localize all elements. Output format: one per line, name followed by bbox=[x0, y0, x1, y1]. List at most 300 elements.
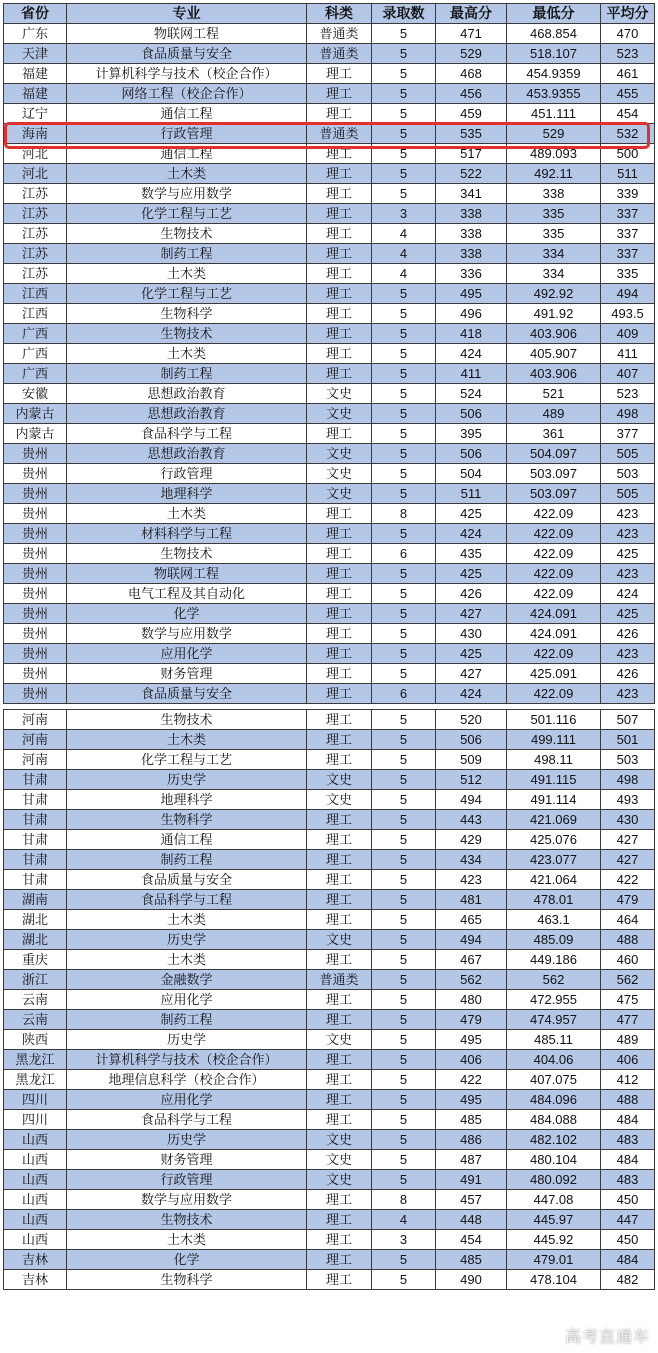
cell-min-score: 478.01 bbox=[507, 890, 601, 910]
cell-category: 理工 bbox=[307, 730, 372, 750]
cell-category: 理工 bbox=[307, 244, 372, 264]
cell-min-score: 480.104 bbox=[507, 1150, 601, 1170]
cell-min-score: 422.09 bbox=[507, 684, 601, 704]
cell-province: 江苏 bbox=[4, 244, 67, 264]
cell-avg-score: 423 bbox=[601, 684, 655, 704]
cell-min-score: 403.906 bbox=[507, 364, 601, 384]
cell-major: 数学与应用数学 bbox=[67, 1190, 307, 1210]
cell-major: 历史学 bbox=[67, 1130, 307, 1150]
cell-province: 云南 bbox=[4, 990, 67, 1010]
cell-max-score: 479 bbox=[436, 1010, 507, 1030]
cell-province: 江苏 bbox=[4, 224, 67, 244]
cell-avg-score: 505 bbox=[601, 444, 655, 464]
cell-major: 数学与应用数学 bbox=[67, 624, 307, 644]
table-row bbox=[4, 64, 655, 84]
cell-min-score: 521 bbox=[507, 384, 601, 404]
cell-min-score: 498.11 bbox=[507, 750, 601, 770]
cell-province: 贵州 bbox=[4, 484, 67, 504]
cell-max-score: 338 bbox=[436, 244, 507, 264]
cell-admitted: 3 bbox=[372, 204, 436, 224]
cell-avg-score: 411 bbox=[601, 344, 655, 364]
cell-avg-score: 489 bbox=[601, 1030, 655, 1050]
cell-major: 思想政治教育 bbox=[67, 384, 307, 404]
table-row bbox=[4, 644, 655, 664]
cell-category: 理工 bbox=[307, 144, 372, 164]
table-row bbox=[4, 484, 655, 504]
cell-min-score: 562 bbox=[507, 970, 601, 990]
cell-admitted: 5 bbox=[372, 444, 436, 464]
cell-max-score: 336 bbox=[436, 264, 507, 284]
cell-max-score: 424 bbox=[436, 524, 507, 544]
cell-min-score: 422.09 bbox=[507, 564, 601, 584]
cell-max-score: 495 bbox=[436, 284, 507, 304]
cell-max-score: 495 bbox=[436, 1090, 507, 1110]
cell-avg-score: 475 bbox=[601, 990, 655, 1010]
cell-province: 山西 bbox=[4, 1170, 67, 1190]
cell-admitted: 5 bbox=[372, 910, 436, 930]
cell-max-score: 457 bbox=[436, 1190, 507, 1210]
cell-max-score: 495 bbox=[436, 1030, 507, 1050]
cell-major: 计算机科学与技术（校企合作） bbox=[67, 1050, 307, 1070]
cell-admitted: 8 bbox=[372, 1190, 436, 1210]
cell-admitted: 5 bbox=[372, 324, 436, 344]
cell-max-score: 338 bbox=[436, 224, 507, 244]
cell-category: 普通类 bbox=[307, 44, 372, 64]
cell-max-score: 434 bbox=[436, 850, 507, 870]
cell-province: 河南 bbox=[4, 750, 67, 770]
cell-province: 贵州 bbox=[4, 644, 67, 664]
cell-min-score: 449.186 bbox=[507, 950, 601, 970]
table-row bbox=[4, 770, 655, 790]
cell-max-score: 427 bbox=[436, 604, 507, 624]
cell-category: 理工 bbox=[307, 1050, 372, 1070]
table-row bbox=[4, 204, 655, 224]
cell-admitted: 5 bbox=[372, 1150, 436, 1170]
cell-major: 历史学 bbox=[67, 930, 307, 950]
cell-admitted: 5 bbox=[372, 604, 436, 624]
cell-min-score: 422.09 bbox=[507, 544, 601, 564]
table-row bbox=[4, 830, 655, 850]
cell-min-score: 453.9355 bbox=[507, 84, 601, 104]
cell-province: 贵州 bbox=[4, 544, 67, 564]
cell-major: 地理信息科学（校企合作） bbox=[67, 1070, 307, 1090]
cell-major: 食品质量与安全 bbox=[67, 684, 307, 704]
cell-category: 普通类 bbox=[307, 970, 372, 990]
cell-category: 理工 bbox=[307, 1090, 372, 1110]
cell-category: 理工 bbox=[307, 1230, 372, 1250]
table-row bbox=[4, 104, 655, 124]
cell-major: 生物技术 bbox=[67, 544, 307, 564]
cell-major: 土木类 bbox=[67, 950, 307, 970]
cell-category: 理工 bbox=[307, 1190, 372, 1210]
cell-max-score: 448 bbox=[436, 1210, 507, 1230]
cell-avg-score: 337 bbox=[601, 224, 655, 244]
cell-admitted: 5 bbox=[372, 1270, 436, 1290]
table-row bbox=[4, 990, 655, 1010]
table-row bbox=[4, 304, 655, 324]
cell-province: 四川 bbox=[4, 1110, 67, 1130]
cell-province: 贵州 bbox=[4, 664, 67, 684]
table-row bbox=[4, 504, 655, 524]
cell-admitted: 5 bbox=[372, 810, 436, 830]
cell-major: 通信工程 bbox=[67, 144, 307, 164]
cell-major: 行政管理 bbox=[67, 124, 307, 144]
cell-category: 理工 bbox=[307, 544, 372, 564]
cell-min-score: 403.906 bbox=[507, 324, 601, 344]
cell-category: 理工 bbox=[307, 264, 372, 284]
cell-admitted: 5 bbox=[372, 164, 436, 184]
cell-admitted: 6 bbox=[372, 684, 436, 704]
cell-max-score: 424 bbox=[436, 344, 507, 364]
cell-category: 理工 bbox=[307, 950, 372, 970]
cell-major: 应用化学 bbox=[67, 1090, 307, 1110]
cell-admitted: 5 bbox=[372, 1030, 436, 1050]
cell-province: 吉林 bbox=[4, 1250, 67, 1270]
cell-admitted: 5 bbox=[372, 284, 436, 304]
cell-avg-score: 377 bbox=[601, 424, 655, 444]
cell-province: 贵州 bbox=[4, 584, 67, 604]
cell-admitted: 5 bbox=[372, 850, 436, 870]
table-row bbox=[4, 124, 655, 144]
cell-category: 理工 bbox=[307, 1210, 372, 1230]
cell-major: 数学与应用数学 bbox=[67, 184, 307, 204]
cell-province: 海南 bbox=[4, 124, 67, 144]
table-row bbox=[4, 344, 655, 364]
cell-min-score: 463.1 bbox=[507, 910, 601, 930]
cell-admitted: 5 bbox=[372, 770, 436, 790]
cell-max-score: 511 bbox=[436, 484, 507, 504]
cell-avg-score: 412 bbox=[601, 1070, 655, 1090]
cell-avg-score: 498 bbox=[601, 770, 655, 790]
cell-major: 计算机科学与技术（校企合作） bbox=[67, 64, 307, 84]
cell-province: 贵州 bbox=[4, 604, 67, 624]
cell-avg-score: 562 bbox=[601, 970, 655, 990]
cell-max-score: 338 bbox=[436, 204, 507, 224]
cell-admitted: 5 bbox=[372, 484, 436, 504]
cell-category: 理工 bbox=[307, 910, 372, 930]
cell-max-score: 494 bbox=[436, 930, 507, 950]
cell-min-score: 485.09 bbox=[507, 930, 601, 950]
cell-admitted: 5 bbox=[372, 384, 436, 404]
cell-category: 文史 bbox=[307, 1170, 372, 1190]
cell-province: 江西 bbox=[4, 304, 67, 324]
cell-max-score: 496 bbox=[436, 304, 507, 324]
cell-max-score: 520 bbox=[436, 710, 507, 730]
table-row bbox=[4, 424, 655, 444]
header-avg-score: 平均分 bbox=[601, 4, 655, 24]
cell-province: 天津 bbox=[4, 44, 67, 64]
cell-admitted: 5 bbox=[372, 1170, 436, 1190]
table-row bbox=[4, 1230, 655, 1250]
cell-category: 理工 bbox=[307, 1250, 372, 1270]
cell-admitted: 5 bbox=[372, 1010, 436, 1030]
cell-avg-score: 335 bbox=[601, 264, 655, 284]
cell-max-score: 395 bbox=[436, 424, 507, 444]
cell-min-score: 501.116 bbox=[507, 710, 601, 730]
table-row bbox=[4, 584, 655, 604]
cell-min-score: 489.093 bbox=[507, 144, 601, 164]
watermark-text: 高考直通车 bbox=[564, 1329, 650, 1346]
cell-min-score: 484.096 bbox=[507, 1090, 601, 1110]
cell-province: 甘肃 bbox=[4, 870, 67, 890]
cell-major: 食品质量与安全 bbox=[67, 44, 307, 64]
cell-min-score: 422.09 bbox=[507, 504, 601, 524]
cell-max-score: 491 bbox=[436, 1170, 507, 1190]
cell-min-score: 518.107 bbox=[507, 44, 601, 64]
table-row bbox=[4, 604, 655, 624]
cell-min-score: 480.092 bbox=[507, 1170, 601, 1190]
table-row bbox=[4, 264, 655, 284]
header-min-score: 最低分 bbox=[507, 4, 601, 24]
cell-max-score: 454 bbox=[436, 1230, 507, 1250]
cell-min-score: 335 bbox=[507, 204, 601, 224]
cell-min-score: 489 bbox=[507, 404, 601, 424]
cell-avg-score: 337 bbox=[601, 244, 655, 264]
cell-major: 地理科学 bbox=[67, 790, 307, 810]
cell-max-score: 512 bbox=[436, 770, 507, 790]
cell-major: 历史学 bbox=[67, 770, 307, 790]
cell-min-score: 445.92 bbox=[507, 1230, 601, 1250]
table-row bbox=[4, 544, 655, 564]
cell-province: 贵州 bbox=[4, 524, 67, 544]
cell-avg-score: 484 bbox=[601, 1150, 655, 1170]
cell-max-score: 411 bbox=[436, 364, 507, 384]
cell-admitted: 8 bbox=[372, 504, 436, 524]
cell-min-score: 491.114 bbox=[507, 790, 601, 810]
cell-max-score: 485 bbox=[436, 1110, 507, 1130]
cell-min-score: 499.111 bbox=[507, 730, 601, 750]
cell-province: 湖南 bbox=[4, 890, 67, 910]
cell-category: 理工 bbox=[307, 324, 372, 344]
cell-min-score: 451.111 bbox=[507, 104, 601, 124]
cell-category: 理工 bbox=[307, 664, 372, 684]
cell-major: 生物科学 bbox=[67, 1270, 307, 1290]
cell-max-score: 465 bbox=[436, 910, 507, 930]
cell-major: 化学工程与工艺 bbox=[67, 284, 307, 304]
cell-province: 广西 bbox=[4, 364, 67, 384]
cell-category: 理工 bbox=[307, 1010, 372, 1030]
cell-province: 甘肃 bbox=[4, 770, 67, 790]
table-row bbox=[4, 1150, 655, 1170]
cell-category: 理工 bbox=[307, 164, 372, 184]
cell-major: 化学工程与工艺 bbox=[67, 204, 307, 224]
cell-province: 广东 bbox=[4, 24, 67, 44]
cell-province: 广西 bbox=[4, 344, 67, 364]
table-row bbox=[4, 284, 655, 304]
header-category: 科类 bbox=[307, 4, 372, 24]
cell-admitted: 5 bbox=[372, 124, 436, 144]
cell-major: 土木类 bbox=[67, 730, 307, 750]
cell-avg-score: 423 bbox=[601, 564, 655, 584]
cell-max-score: 506 bbox=[436, 404, 507, 424]
cell-province: 甘肃 bbox=[4, 810, 67, 830]
admission-score-table bbox=[3, 3, 655, 1290]
cell-province: 四川 bbox=[4, 1090, 67, 1110]
cell-max-score: 535 bbox=[436, 124, 507, 144]
table-row bbox=[4, 224, 655, 244]
cell-category: 理工 bbox=[307, 104, 372, 124]
cell-category: 理工 bbox=[307, 830, 372, 850]
header-province: 省份 bbox=[4, 4, 67, 24]
cell-category: 普通类 bbox=[307, 124, 372, 144]
cell-major: 生物技术 bbox=[67, 710, 307, 730]
cell-category: 文史 bbox=[307, 770, 372, 790]
cell-category: 理工 bbox=[307, 890, 372, 910]
cell-max-score: 490 bbox=[436, 1270, 507, 1290]
cell-max-score: 424 bbox=[436, 684, 507, 704]
cell-max-score: 425 bbox=[436, 564, 507, 584]
cell-max-score: 471 bbox=[436, 24, 507, 44]
table-row bbox=[4, 564, 655, 584]
table-row bbox=[4, 24, 655, 44]
cell-province: 吉林 bbox=[4, 1270, 67, 1290]
cell-major: 金融数学 bbox=[67, 970, 307, 990]
cell-category: 文史 bbox=[307, 444, 372, 464]
cell-min-score: 361 bbox=[507, 424, 601, 444]
cell-admitted: 5 bbox=[372, 364, 436, 384]
cell-province: 贵州 bbox=[4, 464, 67, 484]
cell-max-score: 341 bbox=[436, 184, 507, 204]
cell-major: 化学工程与工艺 bbox=[67, 750, 307, 770]
cell-province: 江苏 bbox=[4, 264, 67, 284]
cell-admitted: 5 bbox=[372, 730, 436, 750]
cell-province: 河南 bbox=[4, 730, 67, 750]
cell-admitted: 5 bbox=[372, 404, 436, 424]
table-row bbox=[4, 890, 655, 910]
cell-admitted: 5 bbox=[372, 624, 436, 644]
table-row bbox=[4, 164, 655, 184]
cell-major: 土木类 bbox=[67, 504, 307, 524]
cell-category: 理工 bbox=[307, 750, 372, 770]
cell-avg-score: 426 bbox=[601, 664, 655, 684]
cell-major: 制药工程 bbox=[67, 244, 307, 264]
cell-min-score: 504.097 bbox=[507, 444, 601, 464]
cell-avg-score: 484 bbox=[601, 1110, 655, 1130]
cell-avg-score: 494 bbox=[601, 284, 655, 304]
cell-category: 理工 bbox=[307, 624, 372, 644]
table-row bbox=[4, 910, 655, 930]
table-row bbox=[4, 810, 655, 830]
cell-admitted: 5 bbox=[372, 970, 436, 990]
table-row bbox=[4, 710, 655, 730]
table-header-row bbox=[4, 4, 655, 24]
cell-province: 安徽 bbox=[4, 384, 67, 404]
table-row bbox=[4, 930, 655, 950]
table-row bbox=[4, 790, 655, 810]
cell-major: 生物技术 bbox=[67, 324, 307, 344]
cell-major: 食品科学与工程 bbox=[67, 890, 307, 910]
table-row bbox=[4, 730, 655, 750]
table-row bbox=[4, 1090, 655, 1110]
cell-category: 理工 bbox=[307, 584, 372, 604]
cell-province: 湖北 bbox=[4, 930, 67, 950]
table-row bbox=[4, 1210, 655, 1230]
cell-avg-score: 511 bbox=[601, 164, 655, 184]
cell-category: 理工 bbox=[307, 684, 372, 704]
cell-max-score: 468 bbox=[436, 64, 507, 84]
cell-admitted: 5 bbox=[372, 524, 436, 544]
cell-min-score: 472.955 bbox=[507, 990, 601, 1010]
cell-category: 理工 bbox=[307, 1270, 372, 1290]
cell-max-score: 486 bbox=[436, 1130, 507, 1150]
cell-admitted: 3 bbox=[372, 1230, 436, 1250]
cell-avg-score: 409 bbox=[601, 324, 655, 344]
cell-province: 山西 bbox=[4, 1210, 67, 1230]
table-row bbox=[4, 464, 655, 484]
cell-category: 理工 bbox=[307, 364, 372, 384]
cell-major: 通信工程 bbox=[67, 104, 307, 124]
table-row bbox=[4, 244, 655, 264]
cell-major: 应用化学 bbox=[67, 644, 307, 664]
cell-admitted: 5 bbox=[372, 424, 436, 444]
cell-category: 理工 bbox=[307, 710, 372, 730]
cell-admitted: 5 bbox=[372, 1070, 436, 1090]
table-row bbox=[4, 950, 655, 970]
cell-major: 历史学 bbox=[67, 1030, 307, 1050]
cell-major: 通信工程 bbox=[67, 830, 307, 850]
cell-major: 土木类 bbox=[67, 344, 307, 364]
cell-avg-score: 454 bbox=[601, 104, 655, 124]
cell-admitted: 5 bbox=[372, 584, 436, 604]
cell-province: 山西 bbox=[4, 1150, 67, 1170]
cell-province: 云南 bbox=[4, 1010, 67, 1030]
cell-avg-score: 503 bbox=[601, 464, 655, 484]
cell-max-score: 435 bbox=[436, 544, 507, 564]
cell-avg-score: 423 bbox=[601, 644, 655, 664]
cell-max-score: 481 bbox=[436, 890, 507, 910]
cell-province: 广西 bbox=[4, 324, 67, 344]
cell-avg-score: 523 bbox=[601, 384, 655, 404]
cell-min-score: 334 bbox=[507, 244, 601, 264]
cell-category: 文史 bbox=[307, 1130, 372, 1150]
cell-category: 理工 bbox=[307, 424, 372, 444]
cell-province: 贵州 bbox=[4, 504, 67, 524]
table-row bbox=[4, 324, 655, 344]
cell-category: 文史 bbox=[307, 1030, 372, 1050]
cell-max-score: 506 bbox=[436, 730, 507, 750]
cell-admitted: 5 bbox=[372, 304, 436, 324]
cell-avg-score: 407 bbox=[601, 364, 655, 384]
cell-admitted: 5 bbox=[372, 830, 436, 850]
cell-avg-score: 422 bbox=[601, 870, 655, 890]
cell-avg-score: 423 bbox=[601, 524, 655, 544]
cell-avg-score: 425 bbox=[601, 604, 655, 624]
cell-major: 物联网工程 bbox=[67, 24, 307, 44]
cell-admitted: 5 bbox=[372, 750, 436, 770]
cell-avg-score: 339 bbox=[601, 184, 655, 204]
header-admitted: 录取数 bbox=[372, 4, 436, 24]
cell-max-score: 422 bbox=[436, 1070, 507, 1090]
cell-category: 理工 bbox=[307, 990, 372, 1010]
cell-max-score: 426 bbox=[436, 584, 507, 604]
cell-avg-score: 450 bbox=[601, 1190, 655, 1210]
cell-max-score: 423 bbox=[436, 870, 507, 890]
cell-admitted: 5 bbox=[372, 344, 436, 364]
cell-province: 贵州 bbox=[4, 624, 67, 644]
table-row bbox=[4, 404, 655, 424]
cell-min-score: 447.08 bbox=[507, 1190, 601, 1210]
cell-admitted: 5 bbox=[372, 870, 436, 890]
cell-admitted: 5 bbox=[372, 930, 436, 950]
cell-province: 山西 bbox=[4, 1190, 67, 1210]
cell-admitted: 5 bbox=[372, 664, 436, 684]
cell-major: 土木类 bbox=[67, 164, 307, 184]
table-row bbox=[4, 524, 655, 544]
cell-admitted: 5 bbox=[372, 1250, 436, 1270]
cell-admitted: 4 bbox=[372, 244, 436, 264]
cell-avg-score: 455 bbox=[601, 84, 655, 104]
cell-avg-score: 493.5 bbox=[601, 304, 655, 324]
